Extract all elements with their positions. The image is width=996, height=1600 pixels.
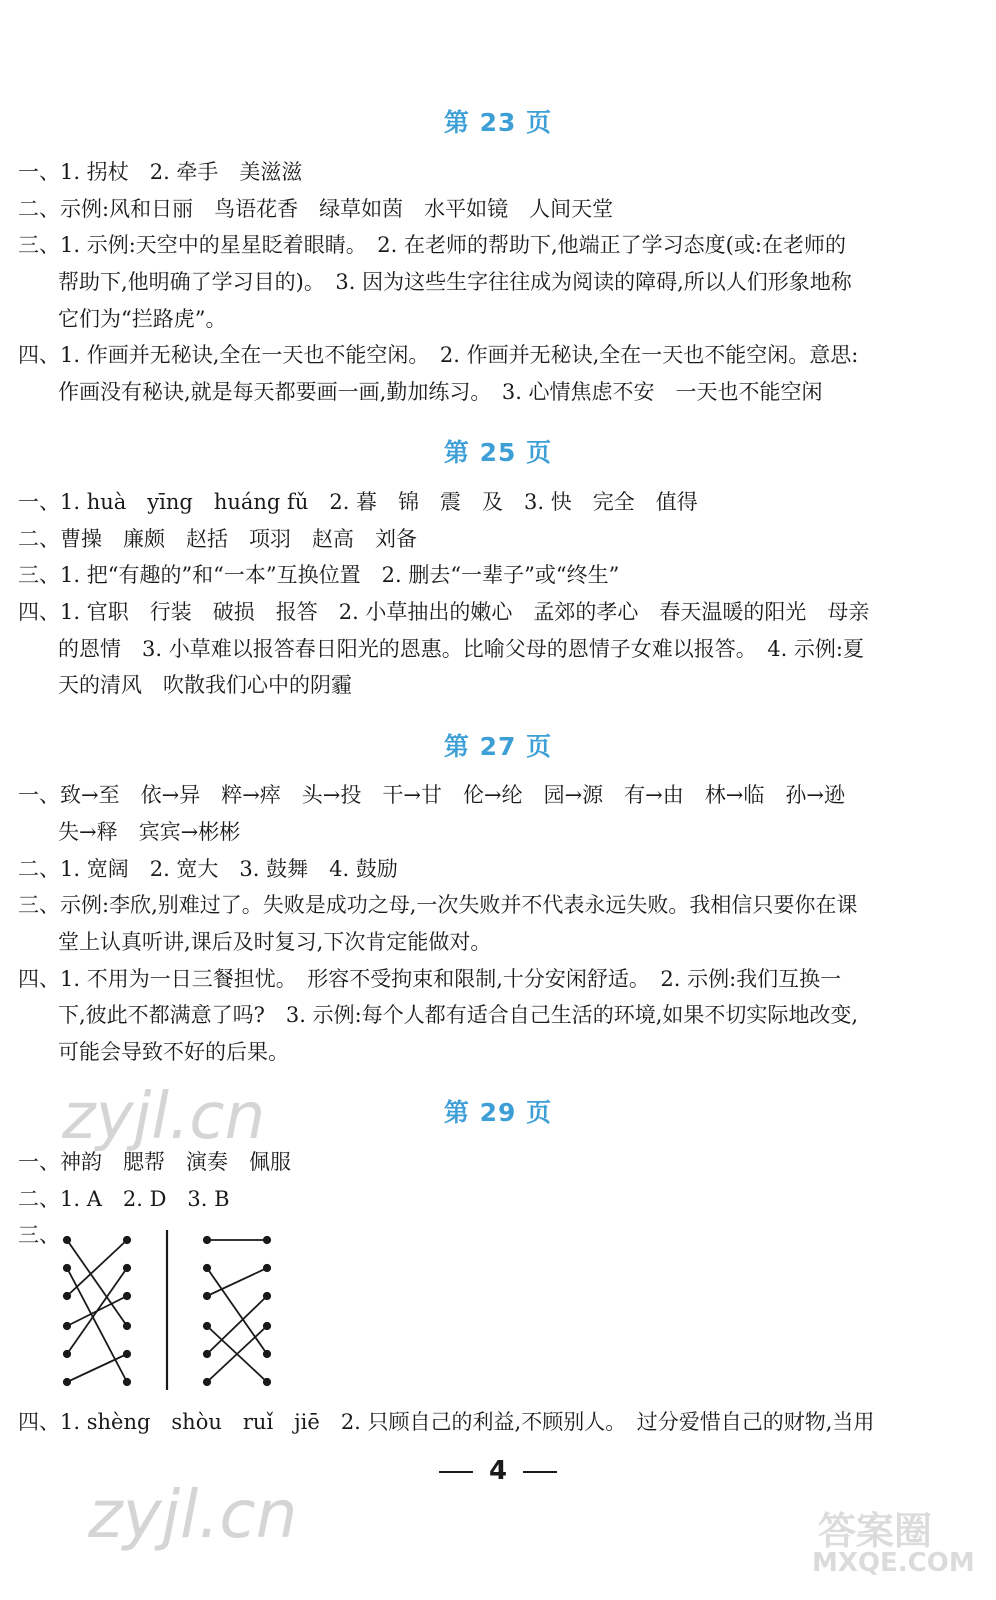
match-line (207, 1296, 267, 1354)
watermark-logo: 答案圈 (818, 1509, 933, 1553)
answer-line: 四、1. 作画并无秘诀,全在一天也不能空闲。 2. 作画并无秘诀,全在一天也不能空闲。意思: (18, 343, 859, 367)
answer-line: 天的清风 吹散我们心中的阴霾 (58, 673, 352, 697)
match-line (67, 1240, 127, 1296)
section-title-p27: 第 27 页 (443, 732, 553, 761)
answer-line: 四、1. 不用为一日三餐担忧。 形容不受拘束和限制,十分安闲舒适。 2. 示例:我们互换一 (18, 967, 842, 991)
watermark-site: MXQE.COM (812, 1548, 975, 1578)
answer-line: 四、1. 官职 行装 破损 报答 2. 小草抽出的嫩心 孟郊的孝心 春天温暖的阳光 母亲 (18, 600, 870, 624)
section-title-p23: 第 23 页 (443, 108, 553, 137)
answer-line: 二、1. 宽阔 2. 宽大 3. 鼓舞 4. 鼓励 (18, 857, 398, 881)
answer-line: 一、1. 拐杖 2. 牵手 美滋滋 (18, 160, 303, 184)
answer-line: 三、1. 把“有趣的”和“一本”互换位置 2. 删去“一辈子”或“终生” (18, 563, 620, 587)
answer-line: 的恩情 3. 小草难以报答春日阳光的恩惠。比喻父母的恩情子女难以报答。 4. 示例:夏 (58, 637, 864, 661)
section-title-p29: 第 29 页 (443, 1098, 553, 1127)
answer-line: 失→释 宾宾→彬彬 (58, 820, 241, 844)
match-line (67, 1354, 127, 1382)
watermark: zyjl.cn (62, 1080, 266, 1154)
answer-line: 下,彼此不都满意了吗? 3. 示例:每个人都有适合自己生活的环境,如果不切实际地改变, (58, 1003, 859, 1027)
answer-line: 帮助下,他明确了学习目的)。 3. 因为这些生字往往成为阅读的障碍,所以人们形象地称 (58, 270, 852, 294)
section-title-p25: 第 25 页 (443, 438, 553, 467)
matching-diagram (55, 1230, 295, 1390)
answer-line: 三、 (18, 1223, 60, 1247)
watermark: zyjl.cn (88, 1476, 298, 1553)
answer-line: 作画没有秘诀,就是每天都要画一画,勤加练习。 3. 心情焦虑不安 一天也不能空闲 (58, 380, 823, 404)
answer-line: 堂上认真听讲,课后及时复习,下次肯定能做对。 (58, 930, 492, 954)
answer-line: 一、1. huà yīng huáng fǔ 2. 暮 锦 震 及 3. 快 完全 值得 (18, 490, 698, 514)
answer-line: 二、1. A 2. D 3. B (18, 1187, 230, 1211)
match-line (67, 1268, 127, 1354)
match-line (67, 1240, 127, 1326)
answer-line: 可能会导致不好的后果。 (58, 1040, 289, 1064)
answer-line: 一、神韵 腮帮 演奏 佩服 (18, 1150, 291, 1174)
answer-line: 二、曹操 廉颇 赵括 项羽 赵高 刘备 (18, 527, 417, 551)
answer-line: 一、致→至 依→异 粹→瘁 头→投 干→甘 伦→纶 园→源 有→由 林→临 孙→逊 (18, 783, 845, 807)
answer-line: 四、1. shèng shòu ruǐ jiē 2. 只顾自己的利益,不顾别人。 过分爱惜自己的财物,当用 (18, 1410, 875, 1434)
match-line (207, 1268, 267, 1354)
answer-line: 三、1. 示例:天空中的星星眨着眼睛。 2. 在老师的帮助下,他端正了学习态度(或:在老师的 (18, 233, 846, 257)
answer-line: 二、示例:风和日丽 鸟语花香 绿草如茵 水平如镜 人间天堂 (18, 197, 614, 221)
match-line (67, 1268, 127, 1382)
page-number: 4 (0, 1456, 996, 1486)
answer-line: 它们为“拦路虎”。 (58, 307, 227, 331)
answer-line: 三、示例:李欣,别难过了。失败是成功之母,一次失败并不代表永远失败。我相信只要你在课 (18, 893, 858, 917)
